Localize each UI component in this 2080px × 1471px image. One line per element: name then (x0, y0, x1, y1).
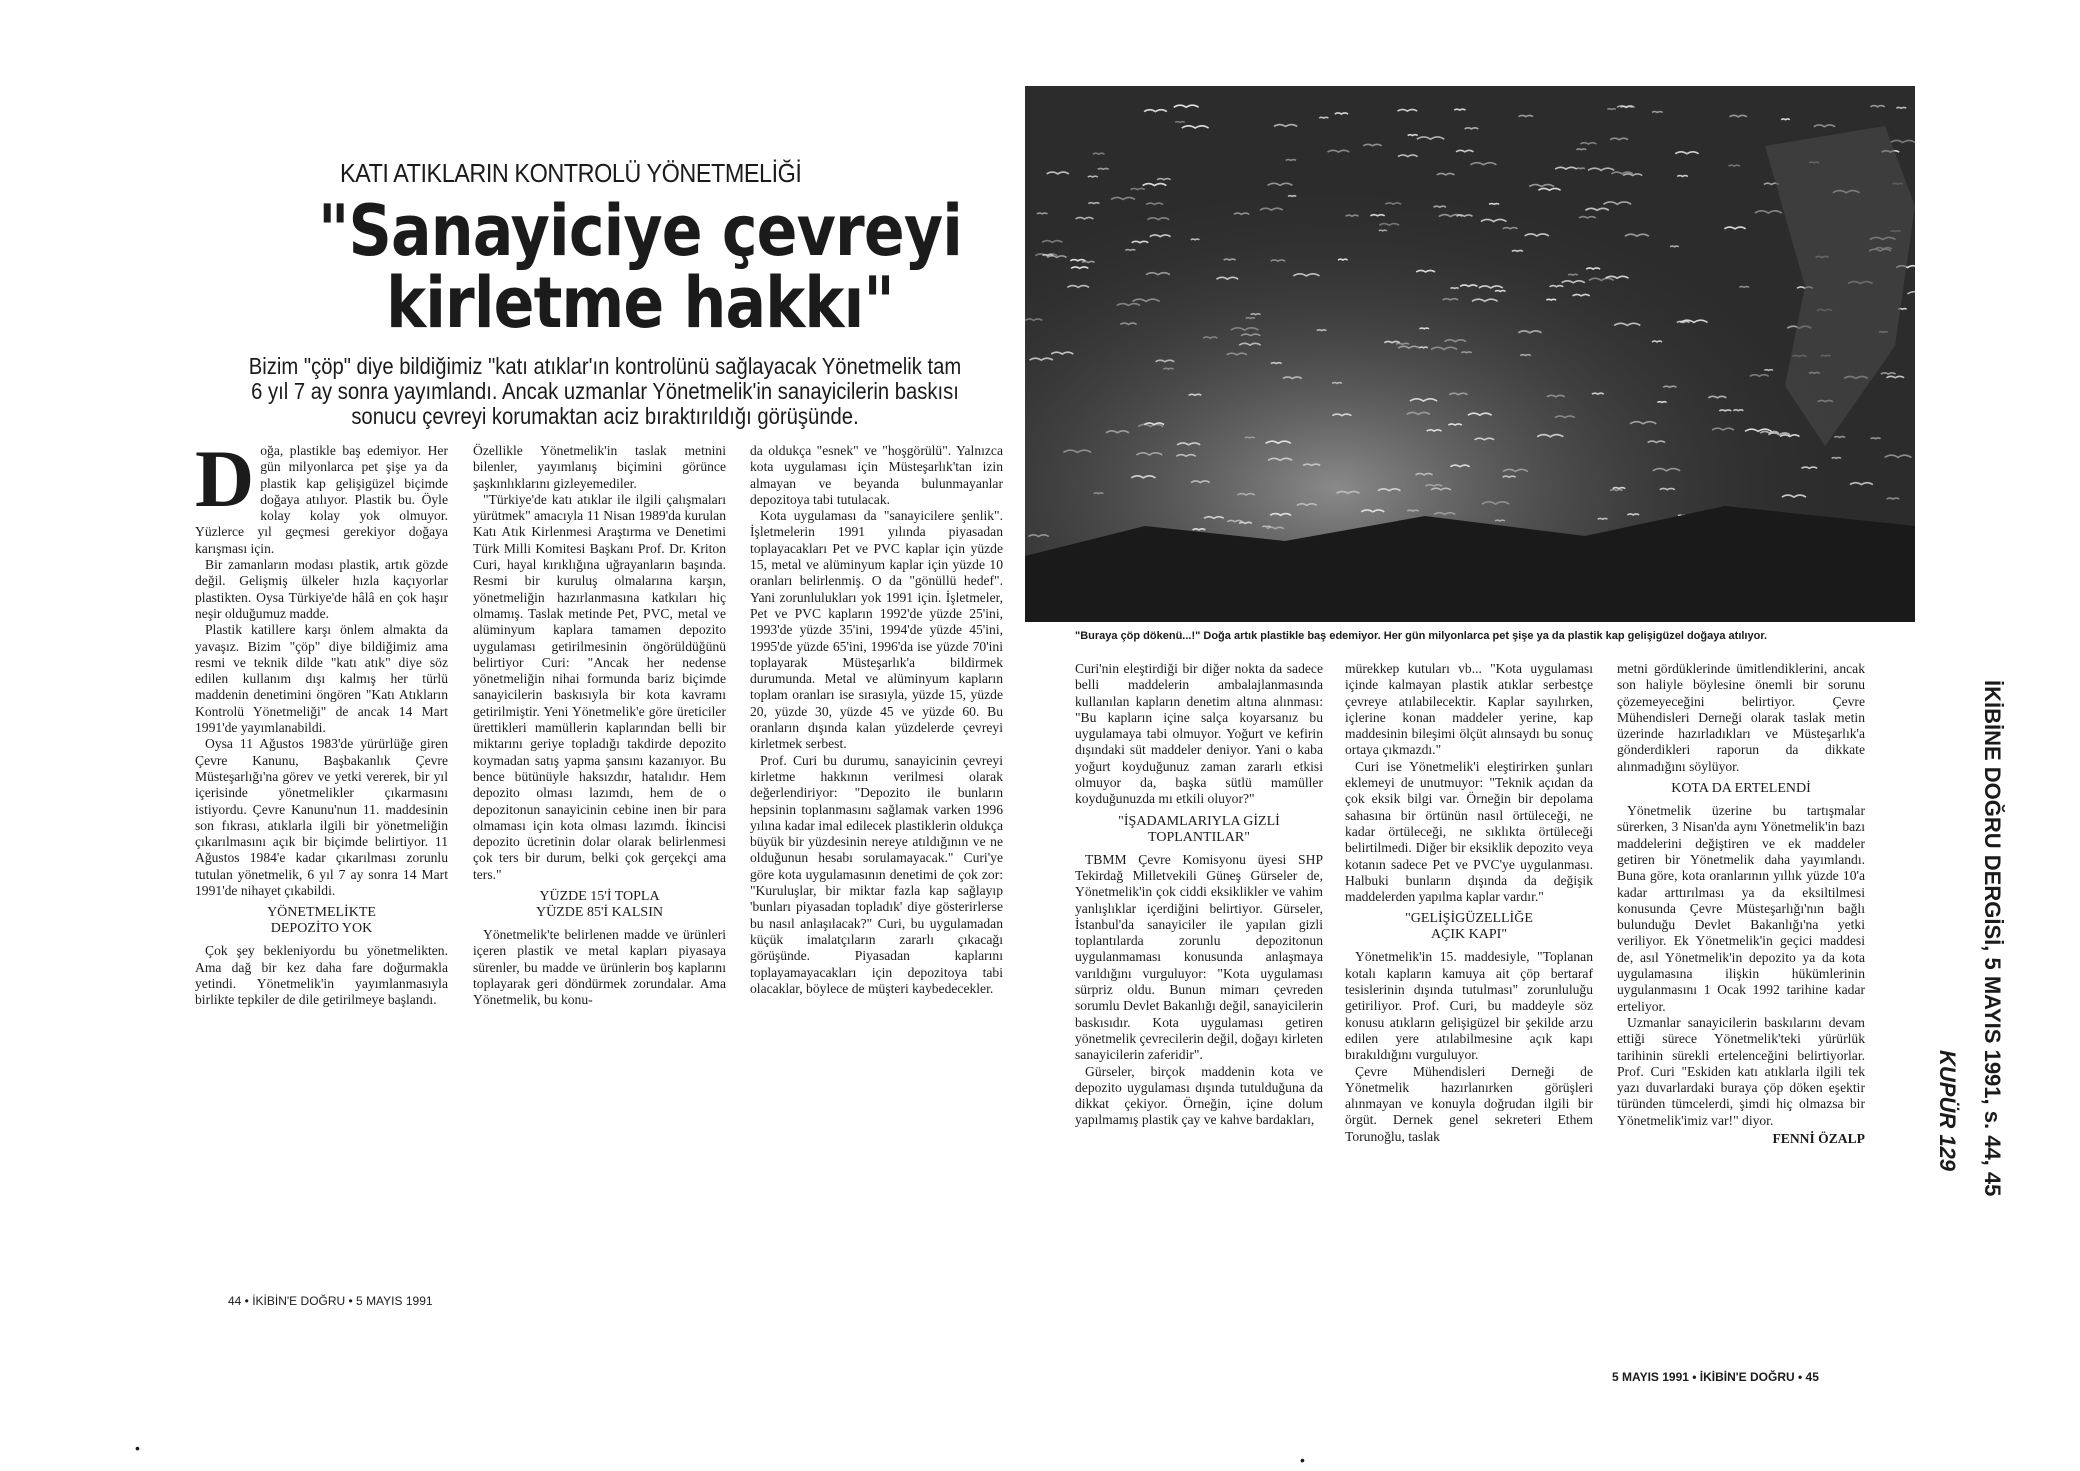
article-kicker: KATI ATIKLARIN KONTROLÜ YÖNETMELİĞİ (340, 158, 802, 188)
landfill-photo-image (1025, 86, 1915, 622)
subheading (1345, 911, 1593, 943)
subheading (1075, 814, 1323, 846)
paragraph: Plastik katillere karşı önlem almakta da yavaşız. Bizim "çöp" diye bildiğimiz ama resmi ve teknik dilde "katı atık" diye söz edilen kullanım dışı kalmış her türlü maddenin denetimini öngören "Katı Atıkların Kontrolü Yönetmeliği" de ancak 14 Mart 1991'de yayımlanabildi. (195, 622, 448, 736)
paragraph: Oysa 11 Ağustos 1983'de yürürlüğe giren Çevre Kanunu, Başbakanlık Çevre Müsteşarlığı'na görev ve yetki vererek, bir yıl içerisinde yönetmelikler çıkarmasını istiyordu. Çevre Kanunu'nun 11. maddesinin son fıkrası, atıklarla ilgili bir yönetmeliğin çıkarılmasını açık bir biçimde belirtiyor. 11 Ağustos 1984'e kadar çıkarılması zorunlu tutulan yönetmelik, 6 yıl 7 ay sonra 14 Mart 1991'de nihayet çıkabildi. (195, 736, 448, 899)
paragraph: Çevre Mühendisleri Derneği de Yönetmelik hazırlanırken görüşleri alınmayan ve konuyla doğrudan ilgili bir örgüt. Dernek genel sekreteri Ethem Torunoğlu, taslak (1345, 1063, 1593, 1144)
headline-line-1: "Sanayiciye çevreyi (317, 190, 963, 272)
byline: FENNİ ÖZALP (1772, 1131, 1865, 1147)
right-column-3 (1617, 661, 1865, 1147)
right-column-1 (1075, 661, 1323, 1129)
article-headline (305, 190, 976, 344)
clipping-number-label: KUPÜR 129 (1935, 1050, 1960, 1172)
subheading-line: YÜZDE 85'İ KALSIN (536, 905, 663, 921)
subheading-line: YÜZDE 15'İ TOPLA (539, 889, 660, 905)
paragraph: Yönetmelik'in 15. maddesiyle, "Toplanan kotalı kapların kamuya ait çöp bertaraf tesislerinin dışında tutulması" zorunluluğu getiriliyor. Prof. Curi, bu maddeyle söz konusu atıkların gelişigüzel bir şekilde arzu edilen yere atılabilmesine açık kapı bırakıldığını vurguluyor. (1345, 949, 1593, 1063)
subheading (473, 889, 726, 921)
paragraph: Curi ise Yönetmelik'i eleştirirken şunları eklemeyi de unutmuyor: "Teknik açıdan da çok eksik bilgi var. Örneğin bir depolama sahasına bir örtünün nasıl örtüleceği, ne kadar örtüleceği, ne sıklıkta örtüleceği belirtilmedi. Diğer bir eksiklik depozito veya kotanın sadece Pet ve PVC'ye uygulanması. Halbuki bunların dışında da değişik maddelerden yapılma kaplar vardır." (1345, 758, 1593, 905)
subheading-line: KOTA DA ERTELENDİ (1671, 781, 1811, 797)
paragraph: Özellikle Yönetmelik'in taslak metnini bilenler, yayımlanış biçimini görünce şaşkınlıklarını gizleyemediler. (473, 443, 726, 491)
paragraph: Curi'nin eleştirdiği bir diğer nokta da sadece belli maddelerin ambalajlanmasında kullanılan kapların denetim altına alınması: "Bu kapların içine salça koyarsanız bu uygulamaya tabi olmuyor. Yoğurt ve kefirin dışındaki süt maddeler deniyor. Yani o kaba yoğurt koyduğunuz zaman zararlı etkisi olmuyor da, başka sütlü mamüller koyduğunuzda mı etkili oluyor?" (1075, 661, 1323, 807)
paragraph: Prof. Curi bu durumu, sanayicinin çevreyi kirletme hakkının verilmesi olarak değerlendiriyor: "Depozito ile bunların hepsinin toplanmasını sağlamak varken 1996 yılına kadar imal edilecek plastiklerin oldukça büyük bir yüzdesinin nereye atıldığının ve ne olduğunun hesabı sorulamayacak." Curi'ye göre kota uygulamasının denetimi de çok zor: "Kuruluşlar, bir miktar fazla kap sağlayıp 'bunları piyasadan topladık' diye gösterirlerse bu nasıl anlaşılacak?" Curi, bu uygulamadan küçük imalatçıların zararlı çıkacağı görüşünde. Piyasadan kaplarını toplayamayacakları için depozitoya tabi olacaklar, böylece de müşteri kaybedecekler. (750, 752, 1003, 996)
paragraph: Gürseler, birçok maddenin kota ve depozito uygulaması dışında tutulduğuna da dikkat çekiyor. Örneğin, içine dolum yapılmamış plastik çay ve kahve bardakları, (1075, 1063, 1323, 1128)
landfill-photo (1025, 86, 1915, 622)
left-column-1 (195, 433, 448, 1009)
folio-right: 5 MAYIS 1991 • İKİBİN'E DOĞRU • 45 (1612, 1370, 1819, 1384)
scan-mark: • (135, 1440, 140, 1456)
subheading-line: DEPOZİTO YOK (270, 921, 373, 937)
paragraph: Yönetmelik'te belirlenen madde ve ürünleri içeren plastik ve metal kapları piyasaya sürenler, bu madde ve ürünlerin boş kaplarını toplayarak geri döndürmek zorundalar. Ama Yönetmelik, bu konu- (473, 927, 726, 1008)
paragraph: oğa, plastikle baş edemiyor. Her gün milyonlarca pet şişe ya da plastik kap gelişigüzel biçimde doğaya atılıyor. Plastik bu. Öyle kolay kolay yok olmuyor. Yüzlerce yıl geçmesi gerekiyor doğaya karışması için. (195, 443, 448, 556)
subheading-line: AÇIK KAPI" (1430, 927, 1508, 943)
left-column-3 (750, 443, 1003, 997)
paragraph: Bir zamanların modası plastik, artık gözde değil. Gelişmiş ülkeler hızla kaçıyorlar plastikten. Oysa Türkiye'de hâlâ en çok haşır neşir olduğumuz madde. (195, 557, 448, 621)
archive-source-label: İKİBİNE DOĞRU DERGİSİ, 5 MAYIS 1991, s. 44, 45 (1980, 680, 2005, 1197)
paragraph: mürekkep kutuları vb... "Kota uygulaması içinde kalmayan plastik atıklar serbestçe çevreye atılabilecektir. Kaplar sayılırken, içlerine konan maddeler yerine, kap maddesinin bileşimi ölçüt alınsaydı bu sonuç ortaya çıkmazdı." (1345, 661, 1593, 758)
paragraph: metni gördüklerinde ümitlendiklerini, ancak son haliyle böylesine önemli bir sorunu çözemeyeceğini belirtiyor. Çevre Mühendisleri Derneği olarak taslak metin üzerinde hazırladıkları ve Müsteşarlık'a gönderdikleri raporun da dikkate alınmadığını söylüyor. (1617, 661, 1865, 774)
paragraph: Yönetmelik üzerine bu tartışmalar sürerken, 3 Nisan'da aynı Yönetmelik'in bazı maddelerini değiştiren ve ek maddeler getiren bir Yönetmelik daha yayımlandı. Buna göre, kota oranlarının yıllık yüzde 10'a kadar arttırılması ya da eksiltilmesi konusunda Çevre Müsteşarlığı'nın bağlı bulunduğu Devlet Bakanlığı'na yetki veriliyor. Ek Yönetmelik'in geçici maddesi de, asıl Yönetmelik'in depozito ya da kota uygulamasına ilişkin hükümlerinin uygulanmasını 1 Ocak 1992 tarihine kadar erteliyor. (1617, 803, 1865, 1014)
subheading (1617, 781, 1865, 797)
left-column-2 (473, 443, 726, 1009)
paragraph: Kota uygulaması da "sanayicilere şenlik". İşletmelerin 1991 yılında piyasadan toplayacakları Pet ve PVC kaplar için yüzde 15, metal ve alüminyum kaplar için yüzde 10 oranları belirlenmiş. O da "gönüllü hedef". Yani zorunlulukları yok 1991 için. İşletmeler, Pet ve PVC kapların 1992'de yüzde 25'ini, 1993'de yüzde 35'ini, 1994'de yüzde 45'ini, 1995'de yüzde 65'ini, 1996'da ise yüzde 70'ini toplayarak Müsteşarlık'a bildirmek durumunda. Metal ve alüminyum kapların toplam oranları ise sırasıyla, yüzde 15, yüzde 20, yüzde 30, yüzde 45 ve yüzde 60. Bu oranların dışında kalan yüzdelerde çevreyi kirletmek serbest. (750, 508, 1003, 752)
subheading-line: YÖNETMELİKTE (267, 905, 376, 921)
article-deck: Bizim "çöp" diye bildiğimiz "katı atıklar'ın kontrolünü sağlayacak Yönetmelik tam 6 yıl 7 ay sonra yayımlandı. Ancak uzmanlar Yönetmelik'in sanayicilerin baskısı sonucu çevreyi korumaktan aciz bıraktırıldığı görüşünde. (248, 353, 962, 429)
subheading-line: "GELİŞİGÜZELLİĞE (1405, 911, 1533, 927)
paragraph: da oldukça "esnek" ve "hoşgörülü". Yalnızca kota uygulaması için Müsteşarlık'tan izin almayan ve beyanda bulunmayanlar depozitoya tabi tutulacak. (750, 443, 1003, 507)
paragraph: "Türkiye'de katı atıklar ile ilgili çalışmaları yürütmek" amacıyla 11 Nisan 1989'da kurulan Katı Atık Kirlenmesi Araştırma ve Denetimi Türk Milli Komitesi Başkanı Prof. Dr. Kriton Curi, hayal kırıklığına uğrayanların başında. Resmi bir kuruluş olmalarına karşın, yönetmeliğin hazırlanmasına katkıları hiç olmamış. Taslak metinde Pet, PVC, metal ve alüminyum kaplara tamamen depozito uygulaması getirilmesinin öngörüldüğünü belirtiyor Curi: "Ancak her nedense yönetmeliğin nihai formunda bariz biçimde sanayicilerin baskısıyla bir kota kavramı getirilmiştir. Yeni Yönetmelik'e göre üreticiler ürettikleri mamüllerin kaplarından belli bir miktarını geriye topladığı takdirde depozito koymadan satış yapma şansını kazanıyor. Bu bence bütünüyle haksızdır, hatalıdır. Hem depozito olması lazımdı, hem de o depozitonun sanayicinin cebine inen bir para olmaması için kota olması lazımdı. İkincisi depozito ücretinin dolar olarak belirlenmesi çok ters bir durum, belki çok gerçekçi ama ters." (473, 491, 726, 882)
folio-left: 44 • İKİBİN'E DOĞRU • 5 MAYIS 1991 (228, 1294, 433, 1308)
subheading-line: TOPLANTILAR" (1148, 829, 1250, 845)
paragraph: Uzmanlar sanayicilerin baskılarını devam ettiği sürece Yönetmelik'teki yürürlük tarihinin sürekli ertelenceğini belirtiyorlar. Prof. Curi "Eskiden katı atıklarla ilgili tek yazı duvarlardaki buraya çöp döken eşektir türünden tümcelerdi, şimdi hiç olmazsa bir Yönetmelik'imiz var!" diyor. (1617, 1014, 1865, 1128)
headline-line-2: kirletme hakkı" (386, 262, 894, 344)
subheading (195, 905, 448, 937)
photo-caption: "Buraya çöp dökenü...!" Doğa artık plastikle baş edemiyor. Her gün milyonlarca pet şişe ya da plastik kap gelişigüzel doğaya atılıyor. (1075, 630, 1768, 642)
scan-mark: • (1300, 1452, 1305, 1468)
subheading-line: "İŞADAMLARIYLA GİZLİ (1118, 813, 1280, 829)
paragraph: Çok şey bekleniyordu bu yönetmelikten. Ama dağ bir kez daha fare doğurmakla yetindi. Yönetmelik'in yayımlanmasıyla birlikte tepkiler de dile getirilmeye başlandı. (195, 943, 448, 1008)
drop-cap: D (195, 433, 255, 524)
paragraph: TBMM Çevre Komisyonu üyesi SHP Tekirdağ Milletvekili Güneş Gürseler de, Yönetmelik'in çok ciddi eksiklikler ve vahim yanlışlıklar içerdiğini belirtiyor. Gürseler, İstanbul'da sanayiciler ile yapılan gizli toplantılarda zorunlu depozitonun uygulanmaması konusunda anlaşmaya varıldığını vurguluyor: "Kota uygulaması sürpriz oldu. Bunun mimarı çevreden sorumlu Devlet Bakanlığı değil, sanayicilerin baskısıdır. Kota uygulaması getiren yönetmelik çevrecilerin değil, doğayı kirleten sanayicilerin zaferidir". (1075, 851, 1323, 1063)
right-column-2 (1345, 661, 1593, 1145)
